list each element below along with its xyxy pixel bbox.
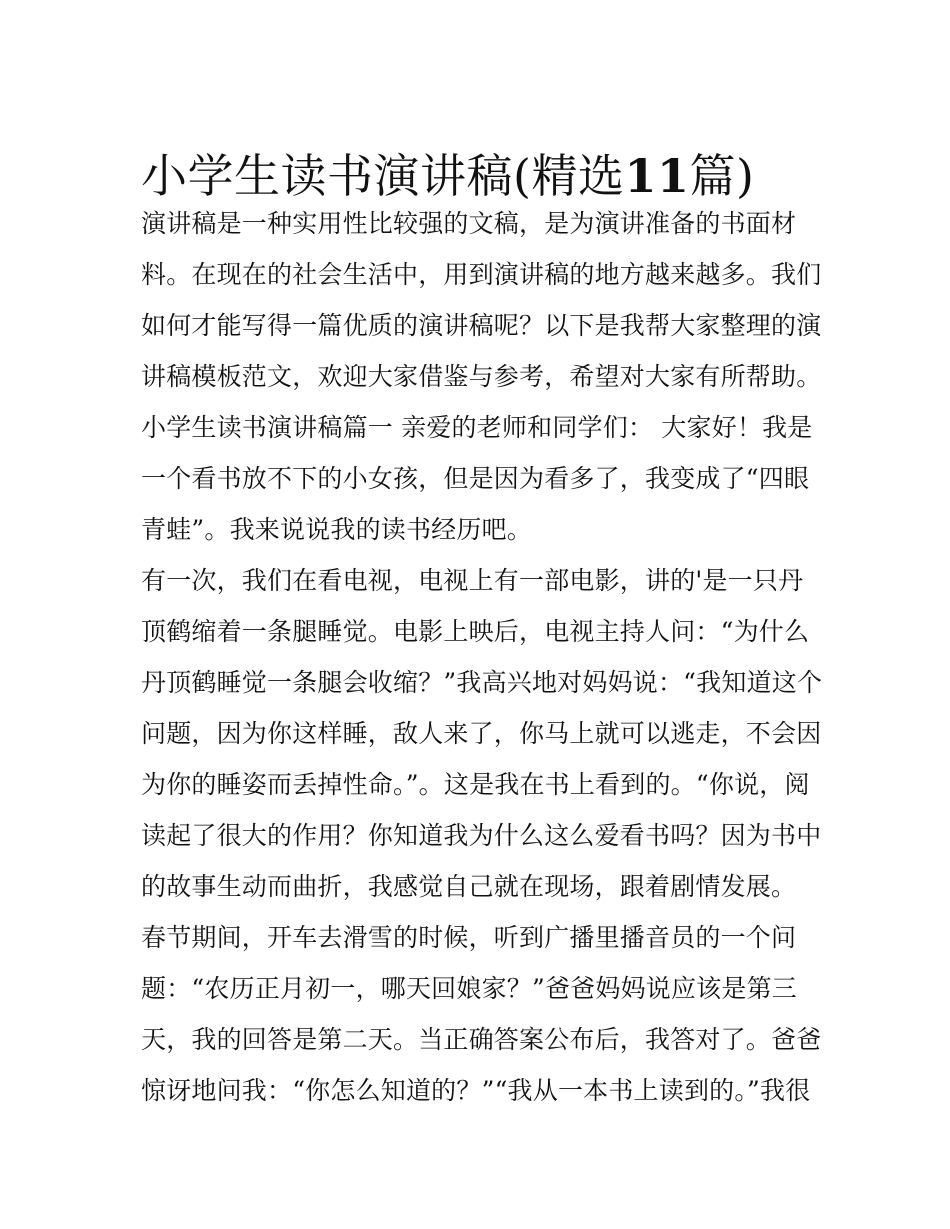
text-line: 春节期间，开车去滑雪的时候，听到广播里播音员的一个问 [141, 923, 797, 952]
title-number: 11 [624, 148, 690, 203]
text-line: 顶鹤缩着一条腿睡觉。电影上映后，电视主持人问：“为什么 [141, 617, 810, 646]
title-suffix: 篇) [689, 148, 755, 203]
text-line: 青蛙”。我来说说我的读书经历吧。 [141, 515, 532, 544]
text-line: 题：“农历正月初一，哪天回娘家？”爸爸妈妈说应该是第三 [141, 974, 797, 1003]
text-line: 惊讶地问我：“你怎么知道的？”“我从一本书上读到的。”我很 [141, 1076, 811, 1105]
text-line: 问题，因为你这样睡，敌人来了，你马上就可以逃走，不会因 [141, 719, 822, 748]
title-prefix: 小学生读书演讲稿(精选 [141, 148, 625, 203]
text-line: 讲稿模板范文，欢迎大家借鉴与参考，希望对大家有所帮助。 [141, 362, 822, 391]
text-line: 小学生读书演讲稿篇一 亲爱的老师和同学们： 大家好！我是 [141, 413, 813, 442]
text-line: 料。在现在的社会生活中，用到演讲稿的地方越来越多。我们 [141, 260, 822, 289]
text-line: 丹顶鹤睡觉一条腿会收缩？”我高兴地对妈妈说：“我知道这个 [141, 668, 823, 697]
text-line: 有一次，我们在看电视，电视上有一部电影，讲的'是一只丹 [141, 566, 804, 595]
text-line: 读起了很大的作用？你知道我为什么这么爱看书吗？因为书中 [141, 821, 822, 850]
text-line: 一个看书放不下的小女孩，但是因为看多了，我变成了“四眼 [141, 464, 810, 493]
body-text [141, 198, 821, 1116]
text-line: 为你的睡姿而丢掉性命。”。这是我在书上看到的。“你说，阅 [141, 770, 810, 799]
text-line: 天，我的回答是第二天。当正确答案公布后，我答对了。爸爸 [141, 1025, 822, 1054]
text-line: 如何才能写得一篇优质的演讲稿呢？以下是我帮大家整理的演 [141, 311, 822, 340]
text-line: 演讲稿是一种实用性比较强的文稿，是为演讲准备的书面材 [141, 209, 797, 238]
text-line: 的故事生动而曲折，我感觉自己就在现场，跟着剧情发展。 [141, 872, 797, 901]
